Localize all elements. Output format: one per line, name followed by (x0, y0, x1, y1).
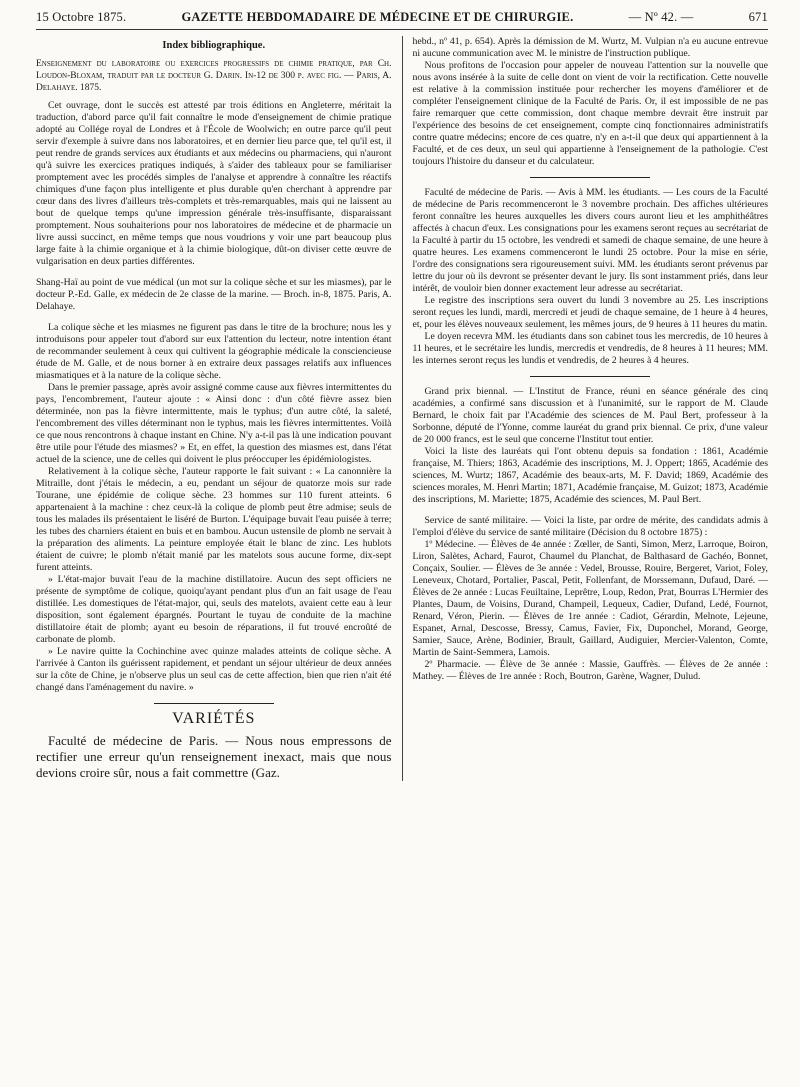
biblio-entry-2-paragraph: » L'état-major buvait l'eau de la machine distillatoire. Aucun des sept officiers ne présente de symptôme de colique, quoiqu'ayant pendant plus d'un an fait usage de l'eau distillée. Les domestiques de l'état-major, qui, seuls des matelots, avaient cette eau à leur disposition, sont également épargnés. Pourtant le tuyau de conduite de la machine distillatoire était de plomb; ayant eu besoin de réparations, il fut trouvé encroûté de carbonate de plomb. (36, 574, 392, 645)
varietes-title: VARIÉTÉS (172, 710, 256, 727)
varietes-paragraph: Faculté de médecine de Paris. — Nous nous empressons de rectifier une erreur qu'un renseignement inexact, mais que nous devions croire sûr, nous a fait commettre (Gaz. (36, 733, 392, 780)
sante-militaire-medecine: 1º Médecine. — Élèves de 4e année : Zœller, de Santi, Simon, Merz, Larroque, Boiron, Liron, Salètes, Achard, Faurot, Chaumel du Planchat, de Balthasard de Gachéo, Bonnet, Conçaix, Soulier. — Élèves de 3e année : Vedel, Brousse, Rouire, Bergeret, Variot, Foley, Leneveux, Chotard, Portalier, Pascal, Petit, Follenfant, de Morssemann, Dufaud, Daré. — Élèves de 2e année : Lucas Feuiltaine, Leprêtre, Loup, Redon, Prat, Bourras L'Hermier des Plantes, Daum, de Voisins, Durand, Champeil, Lequeux, Cadier, Dufand, Ledé, Fournot, Renard, Véron, Pierin. — Élèves de 1re année : Cadiot, Gérardin, Melnote, Lejeune, Espanet, Arnal, Descosse, Bressy, Camus, Favier, Fix, Duponchel, Morand, George, Samier, Sauce, Arène, Bodinier, Brault, Gaillard, Audiguier, Mercier-Valenton, Comte, Martin de Saint-Semmera, Lamois. (412, 539, 768, 658)
biblio-entry-1-body: Cet ouvrage, dont le succès est attesté par trois éditions en Angleterre, méritait la traduction, d'abord parce qu'il fait connaître le mode d'enseignement de chimie pratique adopté au Collége royal de Londres et à l'École de Woolwich; en outre parce qu'il peut servir d'exemple à suivre dans nos laboratoires, et en dernier lieu parce que, tel qu'il est, il peut rendre de grands services aux étudiants et aux médecins ou pharmaciens, qui n'auront qu'à suivre les exercices pratiques indiqués, à s'aider des tableaux pour se familiariser promptement avec les procédés simples de l'analyse et apprendre à connaître les réactifs chimiques d'une façon plus intelligente et plus durable qu'en cherchant à apprendre par cœur dans des livres d'ailleurs très-complets et très-remarquables, mais qui ne laissent au bout de quelque temps qu'une impression générale très-insuffisante, disparaissant promptement. Nous souhaiterions pour nos laboratoires de médecine et de pharmacie un livre aussi succinct, en même temps que nous voudrions y voir une part beaucoup plus large faite à la chimie organique et à la chimie biologique, dût-on diviser cette œuvre de vulgarisation en deux parties différentes. (36, 100, 392, 267)
section-divider (530, 177, 650, 178)
biblio-entry-2-paragraph: La colique sèche et les miasmes ne figurent pas dans le titre de la brochure; nous les y introduisons pour appeler tout d'abord sur eux l'attention du lecteur, notre intention étant de recommander seulement à ceux qui cultivent la géographie médicale la consciencieuse étude de M. Galle, et de nous borner à en extraire deux passages relatifs aux influences miasmatiques et à la nature de la colique sèche. (36, 322, 392, 381)
biblio-entry-1-heading: Enseignement du laboratoire ou exercices progressifs de chimie pratique, par Ch. Loudon-Bloxam, traduit par le docteur G. Darin. In-12 de 300 p. avec fig. — Paris, A. Delahaye. 1875. (36, 59, 392, 93)
laureats-paragraph: Voici la liste des lauréats qui l'ont obtenu depuis sa fondation : 1861, Académie française, M. Thiers; 1863, Académie des inscriptions, M. J. Oppert; 1865, Académie des sciences, M. Wurtz; 1867, Académie des beaux-arts, M. F. David; 1869, Académie des sciences morales, M. Henri Martin; 1871, Académie française, M. Guizot; 1873, Académie des inscriptions, M. Mariette; 1875, Académie des sciences, M. Paul Bert. (412, 446, 768, 505)
two-column-body (36, 36, 768, 781)
avis-etudiants-paragraph: Faculté de médecine de Paris. — Avis à MM. les étudiants. — Les cours de la Faculté de médecine de Paris recommenceront le 3 novembre prochain. Des affiches ultérieures feront connaître les heures auxquelles les divers cours auront lieu et les amphithéâtres affectés à chacun d'eux. Les consignations pour les examens seront reçues au secrétariat de la Faculté à partir du 15 octobre, les vendredi et samedi de chaque semaine, de une heure à quatre heures. Les examens commenceront le lundi 25 octobre. Pour la mise en série, l'ordre des consignations sera rigoureusement suivi. MM. les étudiants seront prévenus par lettre du jour où ils devront se présenter devant le jury. Ils sont instamment priés, dans leur intérêt, de vouloir bien donner exactement leur adresse au secrétariat. (412, 187, 768, 294)
varietes-continuation: hebd., nº 41, p. 654). Après la démission de M. Wurtz, M. Vulpian n'a eu aucune entrevue ni aucune communication avec M. le ministre de l'instruction publique. (412, 36, 768, 59)
section-divider (530, 376, 650, 377)
biblio-entry-2-paragraph: » Le navire quitte la Cochinchine avec quinze malades atteints de colique sèche. A l'arrivée à Canton ils guérissent rapidement, et pendant un séjour ultérieur de deux années sur la côte de Chine, je n'observe plus un seul cas de cette affection, bien que rien n'ait été changé dans l'aménagement du navire. » (36, 646, 392, 693)
doyen-paragraph: Le doyen recevra MM. les étudiants dans son cabinet tous les mercredis, de 10 heures à 11 heures, et le secrétaire les lundis, mercredis et vendredis, de 8 heures à 11 heures; MM. les internes seront reçus les lundis et vendredis, de 2 heures à 4 heures. (412, 331, 768, 366)
index-title: Index bibliographique. (162, 40, 266, 51)
commission-paragraph: Nous profitons de l'occasion pour appeler de nouveau l'attention sur la nouvelle que nous avons insérée à la suite de celle dont on vient de voir la rectification. Cette nouvelle est relative à la commission instituée pour rechercher les moyens d'améliorer et de compléter l'enseignement clinique de la Faculté de Paris. Or, il est impossible de ne pas faire remarquer que cette commission, dont chaque membre devrait être instruit par l'expérience des besoins de cet enseignement, compte cinq fonctionnaires administratifs contre quatre médecins; encore de ces quatre, n'y en a-t-il que deux qui appartiennent à la Faculté, et de ces deux, un seul qui appartienne à l'enseignement de la pathologie. C'est toujours l'histoire du danseur et du calculateur. (412, 60, 768, 167)
section-divider (154, 703, 274, 704)
biblio-entry-2-heading: Shang-Haï au point de vue médical (un mot sur la colique sèche et sur les miasmes), par le docteur P.-Ed. Galle, ex médecin de 2e classe de la marine. — Broch. in-8, 1875. Paris, A. Delahaye. (36, 277, 392, 312)
registre-inscriptions-paragraph: Le registre des inscriptions sera ouvert du lundi 3 novembre au 25. Les inscriptions seront reçues les lundi, mardi, mercredi et jeudi de chaque semaine, de 1 heure à 4 heures, et, pour les élèves nouveaux seulement, les mêmes jours, de 9 heures à 11 heures du matin. (412, 295, 768, 330)
sante-militaire-pharmacie: 2º Pharmacie. — Élève de 3e année : Massie, Gauffrès. — Élèves de 2e année : Mathey. — Élèves de 1re année : Roch, Boutron, Garène, Wagner, Dulud. (412, 659, 768, 682)
left-column (36, 36, 402, 781)
page-header (36, 10, 768, 30)
header-title: GAZETTE HEBDOMADAIRE DE MÉDECINE ET DE CHIRURGIE. (181, 10, 574, 24)
header-page-number: 671 (748, 10, 768, 24)
grand-prix-paragraph: Grand prix biennal. — L'Institut de France, réuni en séance générale des cinq académies, a confirmé sans discussion et à l'unanimité, sur le rapport de M. Claude Bernard, le choix fait par l'Académie des sciences de M. Paul Bert, professeur à la Sorbonne, député de l'Yonne, comme lauréat du grand prix biennal. Ce prix, d'une valeur de 20 000 francs, est le seul que concerne l'Institut tout entier. (412, 386, 768, 445)
right-column (402, 36, 769, 781)
sante-militaire-intro: Service de santé militaire. — Voici la liste, par ordre de mérite, des candidats admis à l'emploi d'élève du service de santé militaire (Décision du 8 octobre 1875) : (412, 515, 768, 538)
biblio-entry-2-paragraph: Relativement à la colique sèche, l'auteur rapporte le fait suivant : « La canonnière la Mitraille, dont j'étais le médecin, a eu, pendant un séjour de quatorze mois sur rade Tourane, une épidémie de colique sèche. 23 hommes sur 110 furent atteints. 6 appartenaient à la machine : chez ceux-là la colique de plomb peut être admise; seuls de tous les malades ils présentaient le liséré de Burton. L'équipage buvait l'eau puisée à terre; les tubes des charniers étaient en buis et en bambou. Aucun ustensile de plomb ne servait à la préparation des aliments. La peinture employée était le blanc de zinc. Les hublots étaient de cuivre; le plomb n'était manié par les matelots sous aucune forme, dix-sept furent atteints. (36, 466, 392, 573)
biblio-entry-2-paragraph: Dans le premier passage, après avoir assigné comme cause aux fièvres intermittentes du pays, l'encombrement, l'auteur ajoute : « Ainsi donc : d'un côté fièvre assez bien déterminée, non pas la fièvre intermittente, mais le typhus; d'un autre côté, la saleté, l'encombrement des villes déterminant non le typhus, mais les fièvres intermittentes. Voilà ce que nous rencontrons à chaque instant en Chine. N'y a-t-il pas là une indication pouvant être utile pour l'étude des miasmes? » Et, en effet, la question des miasmes est, dans l'état actuel de la science, une de celles qui doivent le plus préoccuper les épidémiologistes. (36, 382, 392, 465)
header-number: — Nº 42. — (628, 10, 694, 24)
header-date: 15 Octobre 1875. (36, 10, 127, 24)
